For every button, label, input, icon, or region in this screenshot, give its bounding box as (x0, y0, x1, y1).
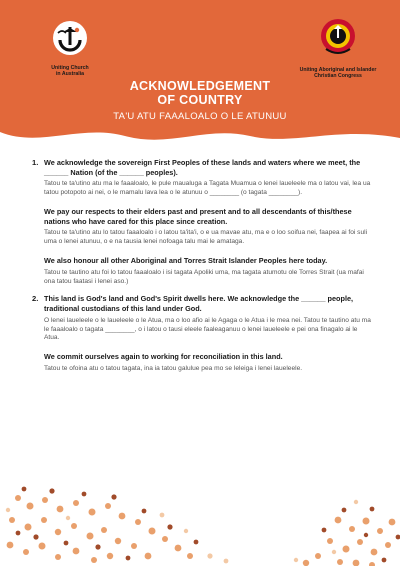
section-1 (30, 158, 372, 286)
samoan-paragraph: Tatou te tautino atu foi lo tatou faaaloalo i isi tagata Apoliki uma, ma tagata atumotu ole Torres Strait (ua mafai ona tatou faatasi i lenei aso.) (44, 268, 364, 285)
section-2 (30, 294, 372, 373)
page-title (0, 79, 400, 107)
uniting-church-logo (38, 18, 102, 77)
samoan-paragraph: Tatou te ta'utino atu ma le faaaloalo, le pule maualuga a Tagata Muamua o lenei laueleele ma o latou vai, lea ua tatou potopoto ai nei, o le mamalu lava lea o le atunuu o ________ (o tagata ________). (44, 180, 371, 197)
uaicc-logo (292, 16, 384, 79)
header-banner (0, 0, 400, 150)
page-subtitle: TA'U ATU FAAALOALO O LE ATUNUU (113, 111, 287, 122)
section-number: 2. (32, 294, 39, 304)
uniting-church-emblem-icon (50, 18, 90, 58)
english-paragraph: We pay our respects to their elders past and present and to all descendants of this/these nations who have cared for this place since creation. (44, 207, 352, 226)
uaicc-caption: Uniting Aboriginal and Islander Christian Congress (299, 67, 377, 79)
uaicc-emblem-icon (317, 16, 359, 60)
english-paragraph: We commit ourselves again to working for reconciliation in this land. (44, 352, 283, 362)
acknowledgement-body (30, 158, 372, 374)
english-paragraph: We also honour all other Aboriginal and Torres Strait Islander Peoples here today. (44, 256, 328, 265)
page-title-line-1: ACKNOWLEDGEMENT (129, 79, 271, 93)
samoan-paragraph: Tatou te ofoina atu o tatou tagata, ina ia tatou galulue pea mo se leleiga i lenei laueleele. (44, 364, 303, 372)
header-wave-edge (0, 118, 400, 150)
samoan-paragraph: Tatou te ta'utino atu lo tatou faaaloalo i o latou ta'ita'i, o e ua mavae atu, ma e o loo soifua nei, faapea ai foi suli uma o lenei atunuu, o e na tausia lenei nofoaga talu mai le amataga. (44, 229, 368, 246)
section-number: 1. (32, 158, 39, 167)
samoan-paragraph: O lenei laueleele o le laueleele o le Atua, ma o loo afio ai le Agaga o le Atua i le mea nei. Tatou te tautino atu ma le faaaloalo o tagata ________, o i latou o tausi eleele faaleaganuu o lenei laueleele e pei ona finagalo ai le Atua. (44, 316, 371, 342)
page-title-line-2: OF COUNTRY (157, 93, 243, 107)
english-paragraph: We acknowledge the sovereign First Peoples of these lands and waters where we meet, the ______ Nation (of the ______ peoples). (44, 158, 361, 177)
english-paragraph: This land is God's land and God's Spirit dwells here. We acknowledge the ______ people, traditional custodians of this land under God. (44, 294, 354, 313)
uniting-church-caption: Uniting Church in Australia (51, 65, 89, 77)
